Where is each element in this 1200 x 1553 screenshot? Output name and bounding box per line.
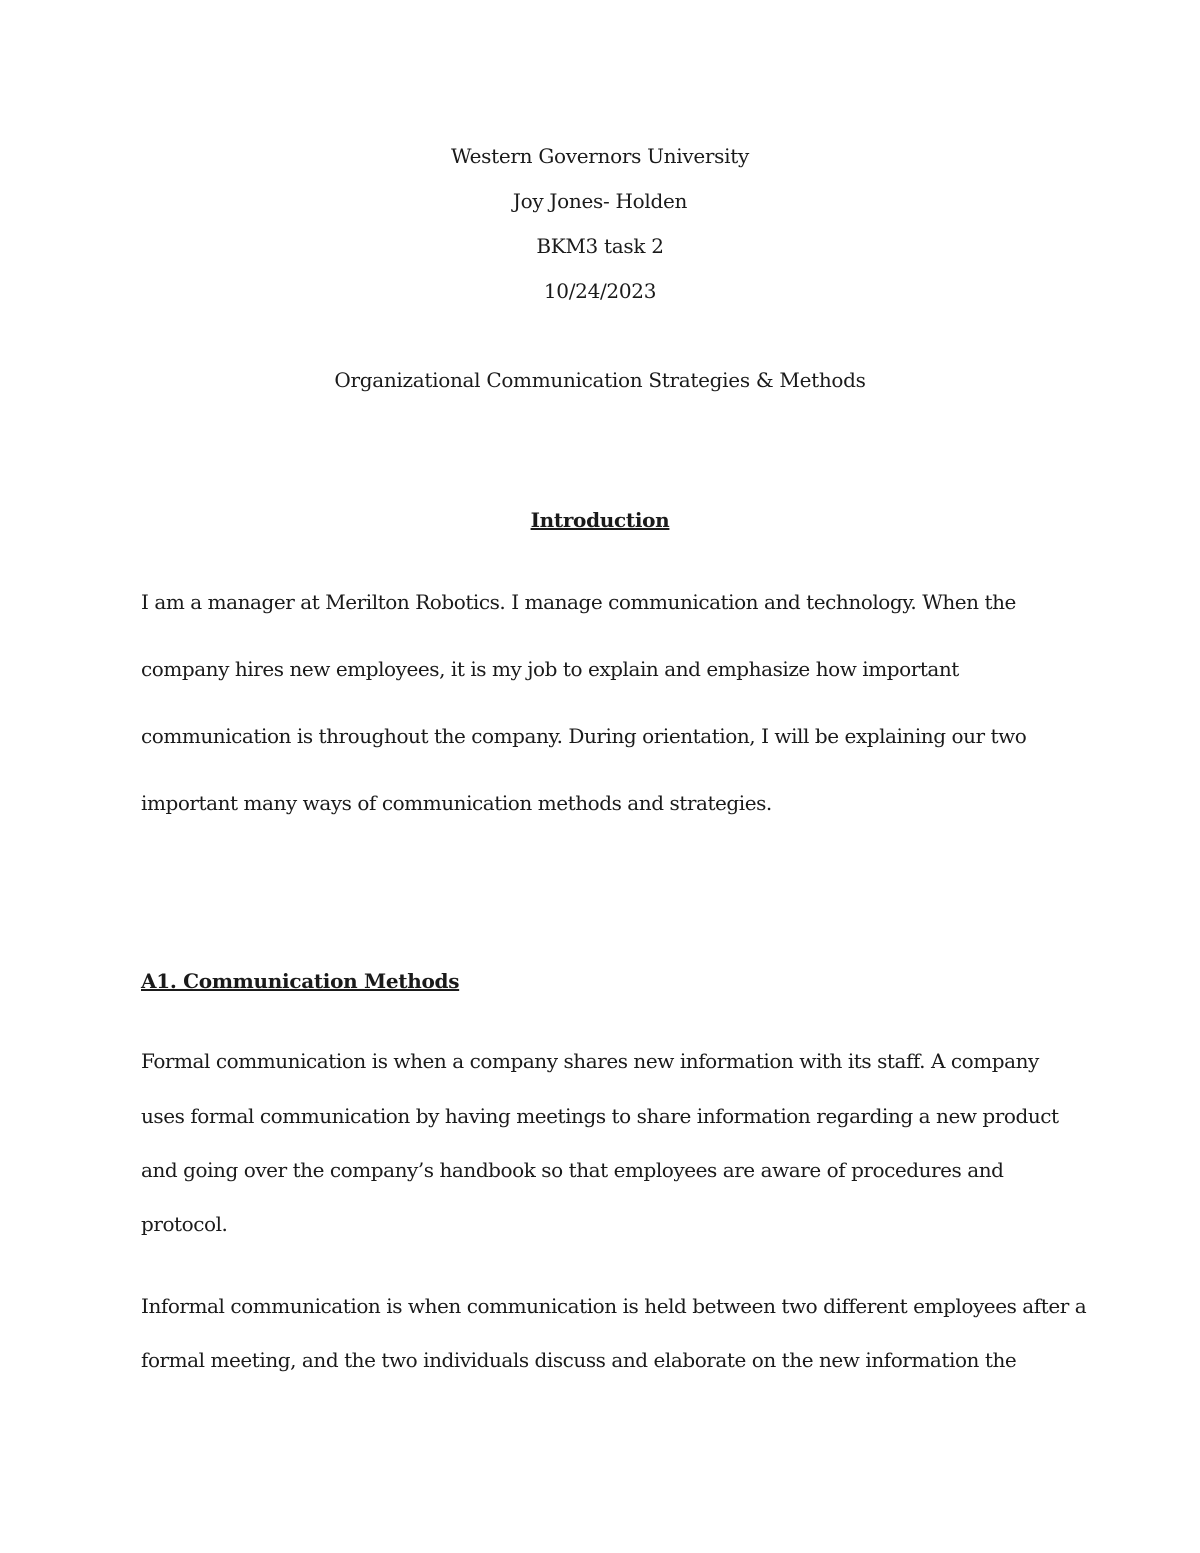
introduction-line: important many ways of communication methods and strategies.	[141, 791, 772, 815]
introduction-line: company hires new employees, it is my job to explain and emphasize how important	[141, 657, 959, 681]
informal-communication-line: formal meeting, and the two individuals discuss and elaborate on the new information the	[141, 1348, 1017, 1372]
document-date: 10/24/2023	[543, 279, 657, 303]
section-a1-heading: A1. Communication Methods	[141, 969, 460, 993]
introduction-line: I am a manager at Merilton Robotics. I manage communication and technology. When the	[141, 590, 1016, 614]
institution-name: Western Governors University	[451, 144, 749, 168]
document-title: Organizational Communication Strategies & Methods	[334, 368, 866, 392]
introduction-heading: Introduction	[530, 508, 670, 532]
formal-communication-line: protocol.	[141, 1212, 228, 1236]
formal-communication-line: Formal communication is when a company shares new information with its staff. A company	[141, 1049, 1039, 1073]
introduction-line: communication is throughout the company. During orientation, I will be explaining our two	[141, 724, 1027, 748]
formal-communication-line: uses formal communication by having meetings to share information regarding a new product	[141, 1104, 1059, 1128]
formal-communication-line: and going over the company’s handbook so that employees are aware of procedures and	[141, 1158, 1004, 1182]
informal-communication-line: Informal communication is when communication is held between two different employees after a	[141, 1294, 1087, 1318]
author-name: Joy Jones- Holden	[512, 189, 688, 213]
course-name: BKM3 task 2	[536, 234, 664, 258]
